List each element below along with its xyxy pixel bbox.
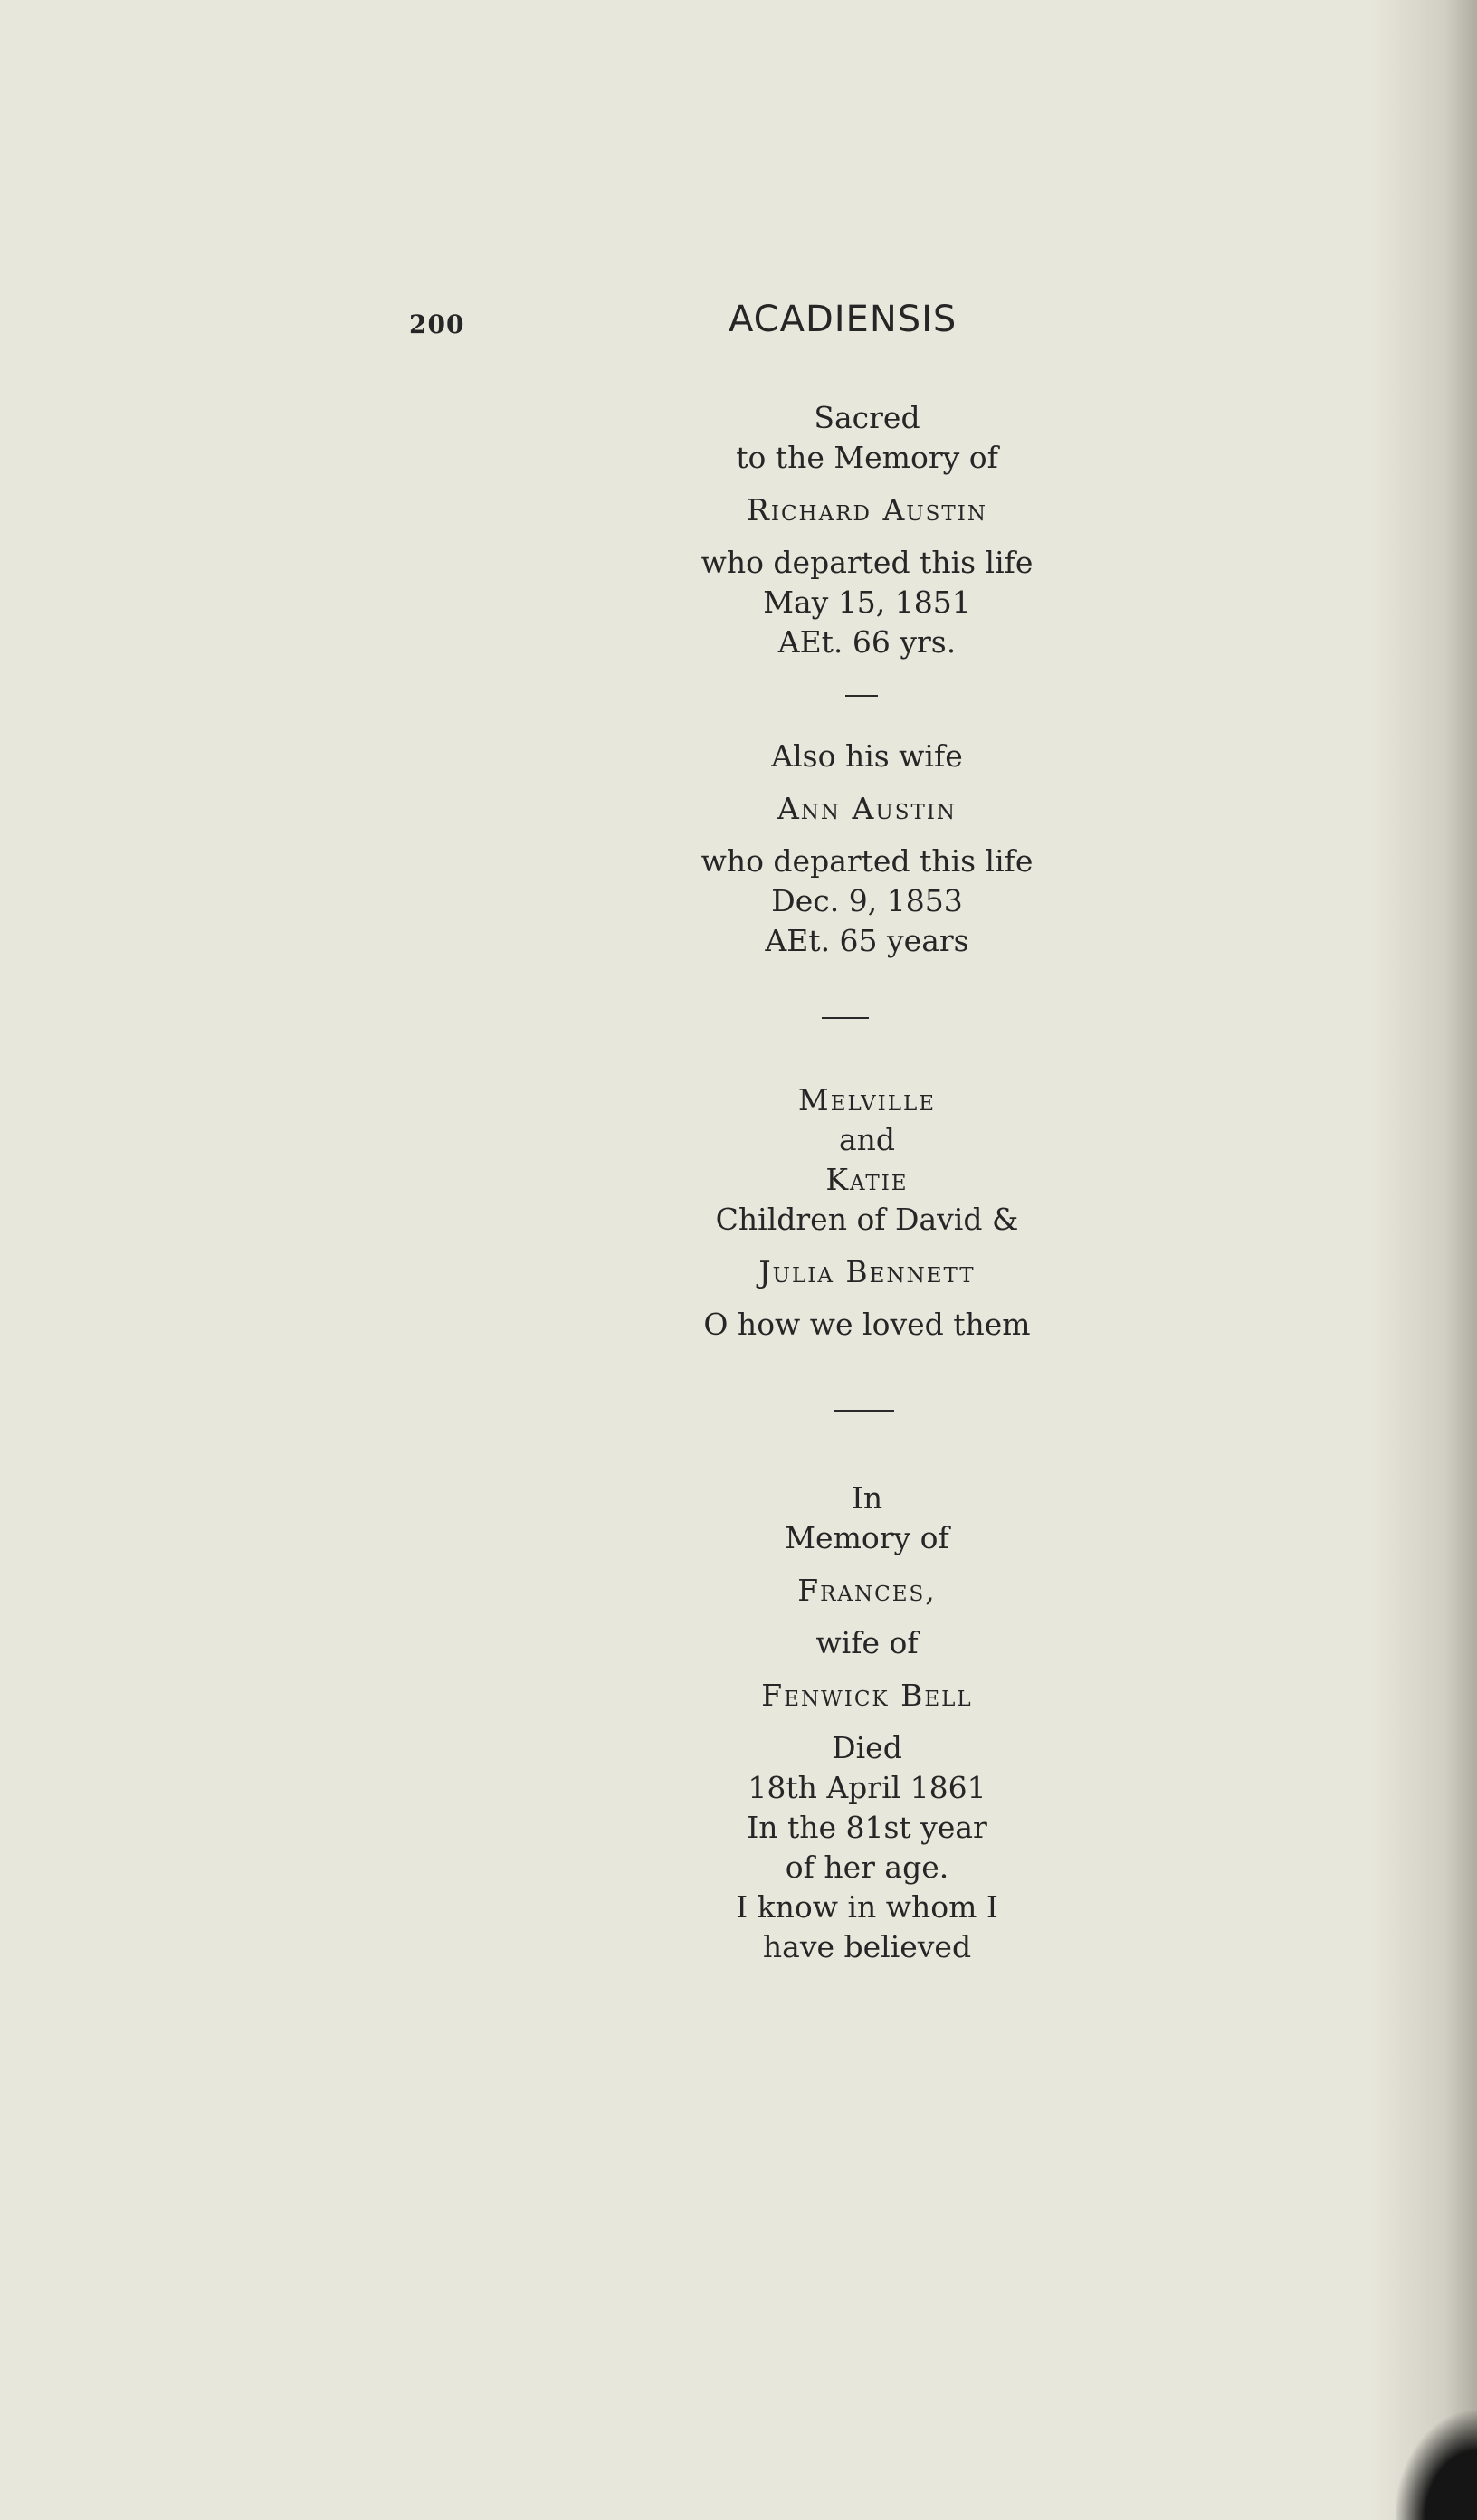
inscription-name: Katie (825, 1162, 909, 1197)
inscription-line: Children of David & (715, 1202, 1019, 1237)
inscription-line: 18th April 1861 (748, 1770, 986, 1805)
inscription-epitaph: have believed (762, 1929, 972, 1964)
inscription-line: In the 81st year (747, 1810, 987, 1845)
inscription-line: who departed this life (700, 843, 1034, 879)
inscription-line: of her age. (785, 1850, 949, 1885)
inscription-name: Frances, (797, 1573, 937, 1608)
inscription-line: Also his wife (771, 738, 963, 774)
inscription-line: Memory of (785, 1520, 949, 1555)
inscription-name: Richard Austin (747, 492, 987, 528)
inscription-line: May 15, 1851 (763, 585, 971, 620)
inscription-line: wife of (815, 1625, 919, 1660)
inscription-line: Dec. 9, 1853 (771, 883, 963, 918)
page-content (0, 398, 1477, 1967)
inscription-epitaph: I know in whom I (736, 1889, 998, 1925)
inscription-line: who departed this life (700, 545, 1034, 580)
inscription-frances-bell (641, 1479, 1093, 1967)
inscription-line: and (838, 1122, 896, 1157)
inscription-name: Julia Bennett (758, 1254, 976, 1289)
inscription-line: Sacred (814, 400, 920, 435)
inscription-line: AEt. 66 yrs. (777, 624, 957, 660)
inscription-name: Melville (797, 1082, 937, 1117)
inscription-line: to the Memory of (736, 440, 998, 475)
page-header (0, 299, 1477, 353)
inscription-bennett-children (641, 1080, 1093, 1345)
inscription-name: Fenwick Bell (761, 1678, 973, 1713)
running-title: ACADIENSIS (729, 299, 958, 340)
inscription-name: Ann Austin (777, 791, 958, 826)
inscription-epitaph: O how we loved them (703, 1307, 1031, 1342)
inscription-ann-austin (641, 737, 1093, 961)
page-number: 200 (409, 309, 465, 339)
inscription-line: Died (832, 1730, 902, 1765)
inscription-richard-austin (641, 398, 1093, 662)
inscription-line: In (851, 1480, 883, 1516)
inscription-line: AEt. 65 years (765, 923, 969, 958)
corner-shadow (1396, 2411, 1477, 2520)
